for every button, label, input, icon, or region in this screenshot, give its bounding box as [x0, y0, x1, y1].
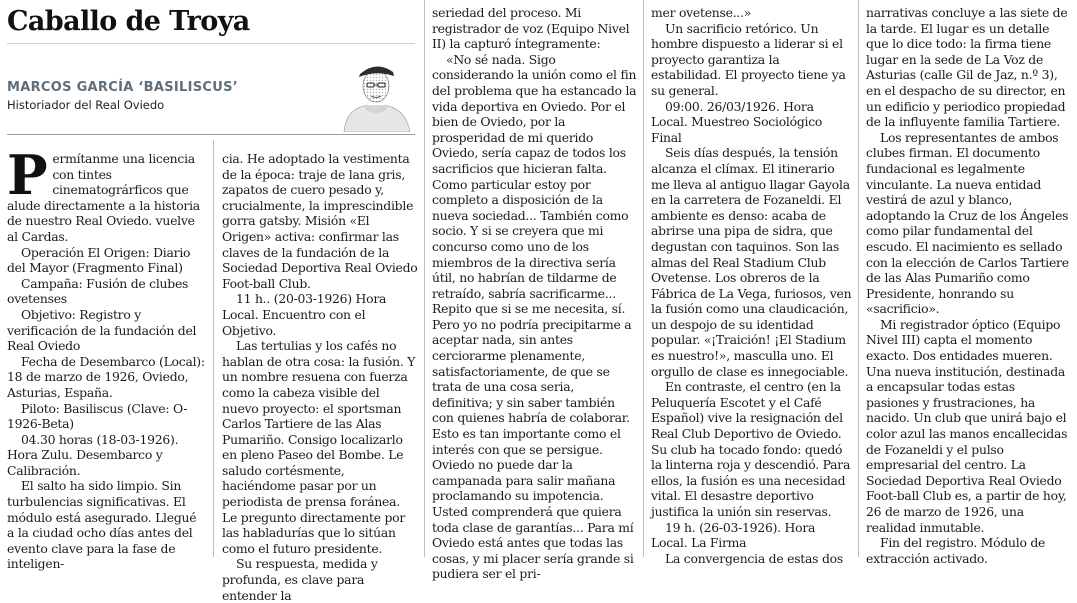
article-paragraph: Fin del registro. Módulo de extracción activado. [866, 535, 1046, 566]
article-paragraph: Los representantes de ambos clubes firman. El documento fundacional es legalmente vinculante. La nueva entidad vestirá de azul y blanco, adoptando la Cruz de los Ángeles como pilar fundamental del escudo. El nacimiento es sellado con la elección de Carlos Tartiere de las Alas Pumariño como Presidente, honrando su «sacrificio». [866, 129, 1069, 317]
article-column-1 [7, 143, 207, 572]
article-paragraph: «No sé nada. Sigo considerando la unión como el fin del problema que ha estancado la vida deportiva en Oviedo. Por el bien de Oviedo, por la prosperidad de mi querido Oviedo, sería capaz de todos los sacrificios que hicieran falta. Como particular estoy por completo a disposición de la nueva sociedad... También como socio. Y si se creyera que mi concurso como uno de los miembros de la directiva sería útil, no habrían de tildarme de retraído, sabría sacrificarme... Repito que si se me necesita, sí. Pero yo no podría precipitarme a aceptar nada, sin antes cerciorarme plenamente, satisfactoriamente, de que se trata de una cosa seria, definitiva; y sin saber también con quienes habría de colaborar. Esto es tan importante como el interés con que se persigue. Oviedo no puede dar la campanada para salir mañana proclamando su impotencia. Usted comprenderá que quiera toda clase de garantías... Para mí Oviedo está antes que todas las cosas, y mi placer sería grande si pudiera ser el pri- [432, 51, 637, 582]
article-paragraph: 04.30 horas (18-03-1926). Hora Zulu. Desembarco y Calibración. [7, 431, 179, 478]
article-column-3 [432, 5, 637, 582]
column-rule [213, 140, 214, 557]
article-paragraph: cia. He adoptado la vestimenta de la época: traje de lana gris, zapatos de cuero pesado y, crucialmente, la imprescindible gorra gatsby. Misión «El Origen» activa: confirmar las claves de la fundación de la Sociedad Deportiva Real Oviedo Foot-ball Club. [222, 151, 418, 291]
header-divider [7, 43, 415, 44]
column-rule [643, 0, 644, 557]
article-paragraph: Objetivo: Registro y verificación de la fundación del Real Oviedo [7, 306, 197, 354]
article-paragraph: Mi registrador óptico (Equipo Nivel III) capta el momento exacto. Dos entidades mueren. Una nueva institución, destinada a encapsular todas estas pasiones y frustraciones, ha nacido. Un club que unirá bajo el color azul las manos encallecidas de Fozaneldi y el pulso empresarial del centro. La Sociedad Deportiva Real Oviedo Foot-ball Club es, a partir de hoy, 26 de marzo de 1926, una realidad inmutable. [866, 316, 1068, 535]
article-paragraph: Permítanme una licencia con tintes cinematográrficos que alude directamente a la historia de nuestro Real Oviedo. vuelve al Cardas. [7, 143, 200, 244]
byline-divider [7, 134, 415, 135]
author-name: MARCOS GARCÍA ‘BASILISCUS’ [7, 80, 238, 95]
article-paragraph: Fecha de Desembarco (Local): 18 de marzo de 1926, Oviedo, Asturias, España. [7, 353, 205, 400]
article-column-5 [866, 5, 1071, 566]
article-paragraph: 19 h. (26-03-1926). Hora Local. La Firma [651, 519, 816, 551]
article-paragraph: La convergencia de estas dos [665, 550, 843, 566]
article-paragraph: narrativas concluye a las siete de la tarde. El lugar es un detalle que lo dice todo: la firma tiene lugar en la sede de La Voz de Asturias (calle Gil de Jaz, n.º 3), en el despacho de su director, en un edificio y periodico propiedad de la influyente familia Tartiere. [866, 5, 1068, 130]
article-paragraph: mer ovetense...» [651, 5, 752, 20]
article-paragraph: 11 h.. (20-03-1926) Hora Local. Encuentro con el Objetivo. [222, 291, 387, 338]
article-paragraph: Piloto: Basiliscus (Clave: O-1926-Beta) [7, 400, 188, 432]
article-column-4 [651, 5, 852, 566]
article-paragraph: En contraste, el centro (en la Peluquería Escotet y el Café Español) vive la resignación del Real Club Deportivo de Oviedo. Su club ha tocado fondo: quedó la linterna roja y descendió. Para ellos, la fusión es una necesidad vital. El desastre deportivo justifica la unión sin reservas. [651, 379, 851, 519]
author-portrait [336, 52, 416, 132]
article-paragraph: Un sacrificio retórico. Un hombre dispuesto a liderar si el proyecto garantiza la estabilidad. El proyecto tiene ya su general. [651, 20, 846, 98]
article-paragraph: Las tertulias y los cafés no hablan de otra cosa: la fusión. Y un nombre resuena con fuerza como la cabeza visible del nuevo proyecto: el sportsman Carlos Tartiere de las Alas Pumariño. Consigo localizarlo en pleno Paseo del Bombe. Le saludo cortésmente, haciéndome pasar por un periodista de prensa foránea. Le pregunto directamente por las habladurías que lo sitúan como el futuro presidente. [222, 338, 416, 556]
article-paragraph: Su respuesta, medida y profunda, es clave para entender la [222, 556, 378, 603]
article-paragraph: Operación El Origen: Diario del Mayor (Fragmento Final) [7, 244, 191, 276]
column-rule [424, 0, 425, 557]
article-paragraph: 09:00. 26/03/1926. Hora Local. Muestreo Sociológico Final [651, 98, 823, 145]
article-column-2 [222, 151, 418, 603]
article-paragraph: Campaña: Fusión de clubes ovetenses [7, 275, 189, 307]
article-paragraph: Seis días después, la tensión alcanza el clímax. El itinerario me lleva al antiguo llagar Gayola en la carretera de Fozaneldi. El ambiente es denso: acaba de abrirse una pipa de sidra, que degustan con taquinos. Son las almas del Real Stadium Club Ovetense. Los obreros de la Fábrica de La Vega, furiosos, ven la fusión como una claudicación, un despojo de su identidad popular. «¡Traición! ¡El Stadium es nuestro!», masculla uno. El orgullo de clase es innegociable. [651, 145, 852, 379]
article-paragraph: El salto ha sido limpio. Sin turbulencias significativas. El módulo está asegurado. Llegué a la ciudad ocho días antes del evento clave para la fase de inteligen- [7, 478, 197, 572]
column-rule [858, 0, 859, 557]
drop-cap: P [7, 143, 48, 207]
author-role: Historiador del Real Oviedo [7, 98, 165, 112]
article-paragraph: seriedad del proceso. Mi registrador de voz (Equipo Nivel II) la capturó íntegramente: [432, 5, 630, 52]
article-title: Caballo de Troya [7, 6, 250, 37]
